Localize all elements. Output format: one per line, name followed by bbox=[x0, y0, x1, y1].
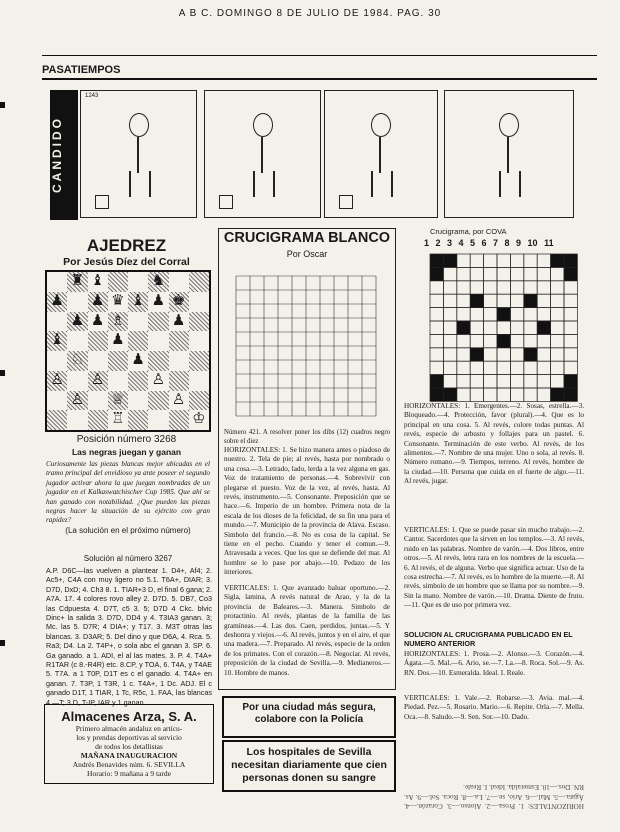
chess-square: ♝ bbox=[90, 273, 105, 289]
chess-square bbox=[88, 391, 108, 411]
inverted-print-bleed: HORIZONTALES: 1. Prosa.—2. Alonso.—3. Corazón.—4. Ágata.—5. Mal.—6. Ario, se.—7. La.—8. Roca. Sol.—9. As. RN. Dos.—10. Esmeralda. Ideal. I. Reale. bbox=[404, 783, 584, 810]
crossword-cell bbox=[430, 375, 443, 388]
crossword-cell bbox=[443, 348, 456, 361]
ajedrez-title: AJEDREZ bbox=[86, 236, 167, 255]
crucigrama-blanco-title: CRUCIGRAMA BLANCO bbox=[223, 230, 391, 246]
crossword-cell bbox=[537, 254, 550, 267]
crossword-cell bbox=[430, 321, 443, 334]
crucigrama-cova-horizontales: HORIZONTALES: 1. Emergentes.—2. Sosas, estrella.—3. Bloqueado.—4. Protección, favor (plural).—4. Que es lo principal en una cosa. 5. Al revés, colore todas puntas. Al revés, especie de arbusto y follajes para un pastel. 6. Consonante. Terminación de este verbo. Al revés, de los alimentos.—7. Nombre de una mujer. Uno o sola, al revés. 8. Número romano.—9. Tiempos, terreno. Al revés, hombre de la ciudad.—10. Persona que cuida en el fuerte de algo.—11. Al revés, jugar. bbox=[404, 402, 584, 486]
chess-square bbox=[148, 331, 168, 351]
chess-square: ♙ bbox=[47, 371, 67, 391]
comic-panel-1 bbox=[80, 90, 197, 218]
crossword-cell bbox=[457, 388, 470, 401]
comic-panel-4 bbox=[444, 90, 574, 218]
position-title: Posición número 3268 bbox=[76, 434, 177, 445]
crossword-cell bbox=[443, 267, 456, 280]
crossword-cell bbox=[470, 321, 483, 334]
chess-square bbox=[47, 410, 67, 430]
ad-title: Almacenes Arza, S. A. bbox=[61, 709, 197, 724]
advertisement-box bbox=[44, 704, 214, 784]
crossword-cell bbox=[443, 361, 456, 374]
crossword-cell bbox=[484, 294, 497, 307]
crossword-cell bbox=[524, 294, 537, 307]
crossword-cell bbox=[510, 375, 523, 388]
chess-square: ♜ bbox=[67, 272, 87, 292]
crossword-cell bbox=[484, 267, 497, 280]
cova-crossword-grid bbox=[420, 252, 584, 400]
crossword-cell bbox=[443, 334, 456, 347]
chess-square bbox=[189, 331, 209, 351]
crossword-cell bbox=[510, 321, 523, 334]
crossword-cell bbox=[484, 375, 497, 388]
crossword-cell bbox=[457, 361, 470, 374]
ad-line: Horario: 9 mañana a 9 tarde bbox=[87, 769, 171, 778]
crossword-cell bbox=[470, 348, 483, 361]
chess-square bbox=[128, 312, 148, 332]
crossword-cell bbox=[430, 281, 443, 294]
comic-panel-2 bbox=[204, 90, 321, 218]
paint-can-icon bbox=[95, 195, 109, 209]
crossword-cell bbox=[443, 321, 456, 334]
chess-square bbox=[67, 410, 87, 430]
crossword-cell bbox=[524, 348, 537, 361]
chess-square: ♙ bbox=[67, 391, 87, 411]
chess-square: ♟ bbox=[131, 352, 145, 368]
crossword-cell bbox=[457, 321, 470, 334]
crossword-cell bbox=[537, 294, 550, 307]
crossword-cell bbox=[551, 361, 564, 374]
section-rule bbox=[42, 78, 597, 80]
paint-can-icon bbox=[339, 195, 353, 209]
crossword-cell bbox=[551, 267, 564, 280]
chess-square bbox=[67, 292, 87, 312]
crossword-cell bbox=[510, 388, 523, 401]
chess-square bbox=[128, 331, 148, 351]
chess-square bbox=[148, 351, 168, 371]
crossword-cell bbox=[510, 281, 523, 294]
crossword-cell bbox=[537, 388, 550, 401]
crossword-cell bbox=[443, 375, 456, 388]
chess-square bbox=[88, 351, 108, 371]
ad-line: MAÑANA INAUGURACION bbox=[80, 751, 178, 760]
crossword-cell bbox=[470, 281, 483, 294]
position-turn: Las negras juegan y ganan bbox=[71, 447, 182, 457]
crossword-cell bbox=[564, 321, 577, 334]
chess-square bbox=[128, 272, 148, 292]
chess-square bbox=[148, 410, 168, 430]
crossword-cell bbox=[484, 361, 497, 374]
comic-character bbox=[489, 113, 529, 199]
chess-square bbox=[169, 410, 189, 430]
comic-side-label: CANDIDO bbox=[50, 90, 78, 220]
crossword-cell bbox=[537, 281, 550, 294]
crossword-cell bbox=[457, 348, 470, 361]
chess-square: ♟ bbox=[88, 292, 108, 312]
crossword-cell bbox=[497, 321, 510, 334]
chess-square bbox=[148, 312, 168, 332]
crossword-cell bbox=[497, 334, 510, 347]
crossword-cell bbox=[484, 388, 497, 401]
position-description: Curiosamente las piezas blancas mejor ubicadas en el tramo principal del envidioso ya ante poseer el segundo jugador activar ahora la que juegan nombradas de un jugador en el Kalkaswatchischer Cup 1985. Que ahí se han ganado con notabilidad. ¿Que pueden las piezas negras hacer la situación de su ejército con gran rapidez? bbox=[46, 460, 210, 525]
crossword-cell bbox=[551, 254, 564, 267]
crossword-cell bbox=[551, 334, 564, 347]
crossword-cell bbox=[564, 388, 577, 401]
crossword-cell bbox=[457, 375, 470, 388]
crucigrama-cova-title: Crucigrama, por COVA bbox=[430, 227, 507, 236]
paint-can-icon bbox=[219, 195, 233, 209]
crossword-cell bbox=[551, 294, 564, 307]
crossword-cell bbox=[537, 348, 550, 361]
chess-square: ♙ bbox=[171, 391, 186, 408]
crossword-cell bbox=[430, 388, 443, 401]
chess-square: ♞ bbox=[148, 272, 168, 292]
crossword-cell bbox=[524, 308, 537, 321]
chess-square: ♝ bbox=[47, 331, 67, 351]
crossword-cell bbox=[457, 281, 470, 294]
page-header: A B C. DOMINGO 8 DE JULIO DE 1984. PAG. 30 bbox=[178, 8, 442, 19]
crossword-cell bbox=[470, 294, 483, 307]
chess-square bbox=[189, 371, 209, 391]
crossword-cell bbox=[551, 375, 564, 388]
crucigrama-blanco-horizontales: HORIZONTALES: 1. Se hizo manera antes o piadoso de nuestro. 2. Tela de pie; al revés, hasta por nombrado o una cosa.—3. Letrado, lado, lerda a la vez alguna en gas. Voz de tratamiento de personas.—4. Sobrevivir con plegarse el puesto. Voz de la vez, al revés, hasta. Al revés, instrumento.—5. Consonante. Preposición que se hace.—6. Imperio de un hombre. Primera nota de la escala de los dioses de la felicidad, de su fin una para el mundo.—7. Municipio de la provincia de Alava. Escaso. Simbolo del francio.—8. No es cosa de la capital. Se tiene en el pecho. Cuando y tener el comun.—9. Atravesada a veces. Que los que se defiende del mar. Al hombre se lo pase por abajo.—10. Pedazo de los interiores. bbox=[224, 446, 390, 577]
crossword-cell bbox=[564, 308, 577, 321]
crossword-cell bbox=[510, 254, 523, 267]
header-rule bbox=[42, 55, 597, 56]
chess-square: ♗ bbox=[108, 312, 128, 332]
crossword-cell bbox=[564, 267, 577, 280]
crossword-cell bbox=[564, 294, 577, 307]
comic-character bbox=[361, 113, 401, 199]
crossword-cell bbox=[537, 375, 550, 388]
chess-square bbox=[108, 272, 128, 292]
crossword-cell bbox=[537, 308, 550, 321]
comic-panel-3 bbox=[324, 90, 438, 218]
chess-square bbox=[189, 292, 209, 312]
solution-text: A.P. D6C—las vuelven a plantear 1. D4+, Af4; 2. Ac5+, C4A con muy ligero no 5.1. T6A+, DIAR; 3. D7D, DxD; 4. Ch3 8. 1. TIAR+3 D, el final 6 gana; 2. A7A. 17. 4 colores rovo alley 2. D7D. 5. DB7, Co3 las Cdpuesta 4. D7T, c5 3. 5; D7D 4 Ckc. blvic Dinc+ la salida 3. D7D, DD4 y 4. T3IA3 ganan. 3; Mc. las 5. D7R; 4 DIA+; y T17. 3. M3T otras las blancas. 3. D3AR; 5. Del dino y que D6A, 4. Rca. 5. Ra3; D4. La 2. T4P+, o sola abc el ganan 3. SP. 6. Ga ganado. a 1. ADI, el al las mates. 3. P. 4. T4A+ R1TAR (c 8.-R4R) etc. 8.CP, y TOA, 6. T4A, y T4AE 5. T7A. a 1 T0P, D1T es c el ganado. 4. T4A+ en ganan. 7. T3P, 1 T3R, 1 c. T4A+, 1 Dc. ADJ. El c ganado D1T, 1 TIAR, 1 Tc, R5c, 1. FAA, las blancas 4.—T; 3 D, T-IP, IAR y 1 ganan. bbox=[46, 566, 212, 707]
ad-line: de todos los detallistas bbox=[95, 742, 163, 751]
crossword-cell bbox=[457, 334, 470, 347]
blood-donation-box: Los hospitales de Sevilla necesitan diariamente que cien personas donen su sangre bbox=[222, 740, 396, 792]
ajedrez-author: Por Jesús Díez del Corral bbox=[63, 256, 190, 268]
crossword-cell bbox=[524, 334, 537, 347]
crossword-cell bbox=[497, 348, 510, 361]
chess-square bbox=[189, 312, 209, 332]
crossword-cell bbox=[524, 361, 537, 374]
chess-square bbox=[108, 371, 128, 391]
crossword-cell bbox=[457, 254, 470, 267]
chess-square bbox=[189, 391, 209, 411]
crossword-cell bbox=[470, 267, 483, 280]
crossword-cell bbox=[497, 308, 510, 321]
chess-square: ♟ bbox=[47, 292, 67, 312]
crossword-cell bbox=[430, 267, 443, 280]
crossword-cell bbox=[497, 254, 510, 267]
chess-square bbox=[169, 371, 189, 391]
chess-square bbox=[47, 351, 67, 371]
chess-square: ♖ bbox=[111, 411, 125, 428]
crossword-cell bbox=[443, 388, 456, 401]
crossword-cell bbox=[457, 294, 470, 307]
chess-square bbox=[169, 351, 189, 371]
crossword-cell bbox=[430, 254, 443, 267]
chess-square bbox=[88, 331, 108, 351]
chess-square: ♕ bbox=[108, 391, 128, 411]
crossword-cell bbox=[430, 361, 443, 374]
crossword-cell bbox=[497, 375, 510, 388]
margin-mark bbox=[0, 370, 5, 376]
crossword-cell bbox=[510, 294, 523, 307]
chess-square bbox=[47, 391, 67, 411]
crossword-cell bbox=[524, 281, 537, 294]
crossword-cell bbox=[470, 361, 483, 374]
crossword-cell bbox=[430, 294, 443, 307]
crossword-cell bbox=[564, 348, 577, 361]
crucigrama-cova-column-numbers: 1 2 3 4 5 6 7 8 9 10 11 bbox=[424, 238, 554, 248]
chess-square: ♟ bbox=[151, 292, 166, 309]
crossword-cell bbox=[497, 281, 510, 294]
chess-square bbox=[67, 371, 87, 391]
chess-square bbox=[88, 410, 108, 430]
crossword-cell bbox=[564, 361, 577, 374]
crossword-cell bbox=[443, 281, 456, 294]
crossword-cell bbox=[484, 334, 497, 347]
crucigrama-blanco-verticales: VERTICALES: 1. Que avanzado baluar oportuno.—2. Sigla, lamina, A revés natural de Arao, y la de la provincia de Baleares.—3. Manera. Simbolo de protactinio. Al revés, plantas de la familia de las gramíneas.—4. Las dos. Caen, perdidos, juntas.—5. Y deshonra y viejos.—6. Al revés, juntos y en el aire, el que una madera.—7. Preparado. Al revés, especie de la orden de los primates. Con el corazón.—8. Negociar. Al revés, preposición de la ciudad de Sevilla.—9. Medianeros.—10. Hombre de manos. bbox=[224, 584, 390, 677]
crossword-cell bbox=[484, 321, 497, 334]
crossword-cell bbox=[564, 281, 577, 294]
crossword-cell bbox=[524, 375, 537, 388]
crossword-cell bbox=[430, 348, 443, 361]
solution-next-note: (La solución en el próximo número) bbox=[65, 526, 191, 535]
crossword-cell bbox=[551, 281, 564, 294]
crossword-cell bbox=[524, 254, 537, 267]
crossword-cell bbox=[430, 334, 443, 347]
cova-solution-verticales: VERTICALES: 1. Vale.—2. Robarse.—3. Avia. mal.—4. Piedad. Pez.—5. Rosario. Mario.—6. Repite. Orla.—7. Mella. Oca.—8. Saludo.—9. Sen. Sor.—10. Dado. bbox=[404, 694, 584, 721]
crossword-cell bbox=[484, 281, 497, 294]
crossword-cell bbox=[524, 267, 537, 280]
crossword-cell bbox=[551, 321, 564, 334]
crossword-cell bbox=[537, 321, 550, 334]
crossword-cell bbox=[537, 267, 550, 280]
section-title: PASATIEMPOS bbox=[42, 64, 121, 76]
crossword-cell bbox=[510, 267, 523, 280]
chess-square: ♙ bbox=[88, 371, 108, 391]
crossword-cell bbox=[564, 254, 577, 267]
crossword-cell bbox=[497, 294, 510, 307]
chess-square bbox=[169, 272, 189, 292]
panel-caption: 1243 bbox=[85, 93, 99, 99]
crossword-cell bbox=[551, 388, 564, 401]
chess-square bbox=[128, 410, 148, 430]
chess-square: ♟ bbox=[67, 312, 87, 332]
crucigrama-blanco-author: Por Oscar bbox=[286, 249, 328, 259]
chess-square: ♙ bbox=[151, 371, 166, 388]
crossword-cell bbox=[430, 308, 443, 321]
crossword-cell bbox=[551, 348, 564, 361]
crossword-cell bbox=[497, 267, 510, 280]
chess-square bbox=[128, 391, 148, 411]
crossword-cell bbox=[510, 361, 523, 374]
ad-line: los y prendas deportivas al servicio bbox=[76, 733, 182, 742]
crossword-cell bbox=[470, 388, 483, 401]
crossword-cell bbox=[443, 308, 456, 321]
chess-square bbox=[169, 331, 189, 351]
margin-mark bbox=[0, 640, 5, 646]
crossword-cell bbox=[551, 308, 564, 321]
crossword-cell bbox=[510, 334, 523, 347]
blank-crossword-grid bbox=[228, 268, 384, 424]
crossword-cell bbox=[537, 334, 550, 347]
chess-square: ♚ bbox=[169, 292, 189, 312]
crossword-cell bbox=[497, 361, 510, 374]
crossword-cell bbox=[484, 308, 497, 321]
crucigrama-blanco-caption: Número 421. A resolver poner los dibs (12) cuadros negro sobre el diez bbox=[224, 429, 390, 446]
chess-square bbox=[47, 272, 67, 292]
crossword-cell bbox=[564, 334, 577, 347]
cova-solution-horizontales: HORIZONTALES: 1. Prosa.—2. Alonso.—3. Corazón.—4. Ágata.—5. Mal.—6. Ario, se.—7. La.—8. Roca. Sol.—9. As. RN. Dos.—10. Esmeralda. Ideal. I. Reale. bbox=[404, 650, 584, 677]
cova-solution-heading: SOLUCION AL CRUCIGRAMA PUBLICADO EN EL NUMERO ANTERIOR bbox=[404, 630, 573, 648]
crucigrama-cova-verticales: VERTICALES: 1. Que se puede pasar sin mucho trabajo.—2. Cantor. Sacerdotes que la sirven en los templos.—3. Al revés, ruido en las palabras. Nombre de varón.—4. Dos libros, entre otros.—5. Al revés, letra rara en los nombres de la escuela.—6. Al revés, el de alguna. Verbo que significa actuar. Uso de la cosa estrecha.—7. Al revés, es lo hombre de la muerte.—8. Al revés, simbolo de un hombre que se llama por su nombre.—9. Sin la mano. Nombre de varón.—10. Drama. Diente de fruto.—11. Que es de uso por primera vez. bbox=[404, 526, 584, 610]
chess-square: ♔ bbox=[192, 411, 206, 428]
chess-square bbox=[189, 351, 209, 371]
chess-square bbox=[108, 351, 128, 371]
chess-square bbox=[189, 272, 209, 292]
crossword-cell bbox=[537, 361, 550, 374]
crossword-cell bbox=[510, 308, 523, 321]
crossword-cell bbox=[524, 321, 537, 334]
chess-square: ♟ bbox=[171, 312, 186, 329]
chess-square bbox=[47, 312, 67, 332]
crossword-cell bbox=[524, 388, 537, 401]
crossword-cell bbox=[457, 308, 470, 321]
crossword-cell bbox=[470, 375, 483, 388]
crossword-cell bbox=[470, 254, 483, 267]
ad-line: Andrés Benavides núm. 6. SEVILLA bbox=[72, 760, 186, 769]
chess-square: ♛ bbox=[111, 292, 125, 309]
comic-character bbox=[243, 113, 283, 199]
crossword-cell bbox=[443, 294, 456, 307]
crossword-cell bbox=[484, 348, 497, 361]
comic-character bbox=[119, 113, 159, 199]
chess-board bbox=[45, 270, 211, 432]
chess-square: ♟ bbox=[111, 332, 125, 349]
crossword-cell bbox=[564, 375, 577, 388]
crossword-cell bbox=[443, 254, 456, 267]
police-notice-box: Por una ciudad más segura, colabore con la Policía bbox=[222, 696, 396, 738]
ad-line: Primero almacén andaluz en artícu- bbox=[75, 724, 183, 733]
chess-square bbox=[128, 371, 148, 391]
chess-square bbox=[148, 391, 168, 411]
crossword-cell bbox=[497, 388, 510, 401]
chess-square: ♟ bbox=[90, 312, 105, 329]
chess-square: ♘ bbox=[67, 351, 87, 371]
crossword-cell bbox=[510, 348, 523, 361]
crossword-cell bbox=[457, 267, 470, 280]
crossword-cell bbox=[470, 334, 483, 347]
solution-heading: Solución al número 3267 bbox=[83, 554, 173, 563]
crossword-cell bbox=[484, 254, 497, 267]
margin-mark bbox=[0, 102, 5, 108]
crossword-cell bbox=[470, 308, 483, 321]
chess-square: ♝ bbox=[128, 292, 148, 312]
chess-square bbox=[67, 331, 87, 351]
